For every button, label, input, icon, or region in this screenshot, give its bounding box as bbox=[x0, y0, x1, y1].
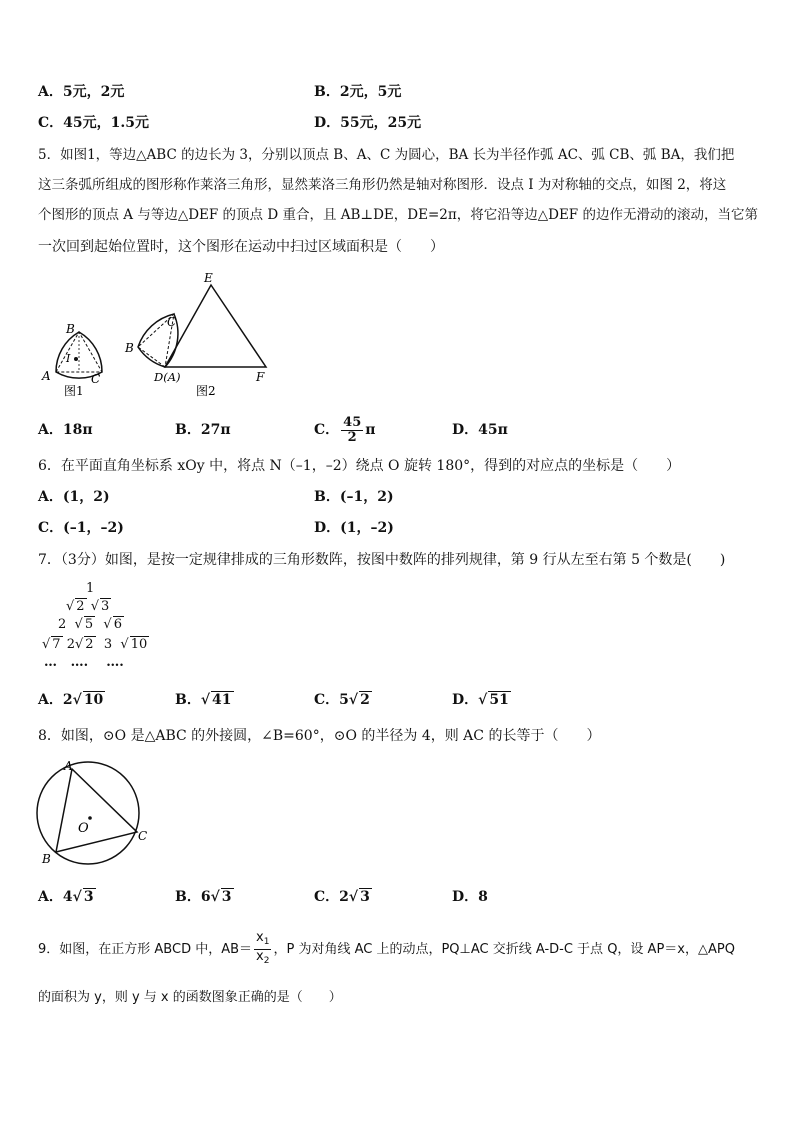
fig1-label-i: I bbox=[66, 352, 71, 365]
q4-option-a: A．5元，2元 bbox=[38, 84, 125, 100]
triangle-row2: √ 2 √ 3 bbox=[66, 599, 110, 614]
triangle-row3: 2 √ 5 √ 6 bbox=[58, 617, 122, 632]
radicand: 10 bbox=[83, 692, 104, 708]
q5-figure bbox=[36, 268, 276, 403]
q9-stem bbox=[38, 930, 735, 970]
option-prefix: B． bbox=[175, 692, 201, 708]
q5-stem-line3: 个图形的顶点 A 与等边△DEF 的顶点 D 重合，且 AB⊥DE，DE=2π，将它沿等边△DEF 的边作无滑动的滚动，当它第 bbox=[38, 207, 758, 223]
q6-option-a: A．(1，2) bbox=[38, 489, 110, 505]
option-prefix: A．4 bbox=[38, 889, 73, 905]
denominator-subscript: 2 bbox=[263, 956, 270, 966]
q5-option-c-suffix: π bbox=[365, 422, 376, 438]
radicand: 41 bbox=[212, 692, 232, 708]
radicand: 6 bbox=[113, 617, 122, 632]
q8-label-b: B bbox=[42, 852, 51, 866]
radicand: 2 bbox=[85, 637, 94, 652]
fig2-label-b: B bbox=[125, 341, 134, 355]
q7-number-triangle bbox=[40, 580, 160, 672]
q8-label-a: A bbox=[64, 759, 73, 773]
option-prefix: B．6 bbox=[175, 889, 211, 905]
radicand: 3 bbox=[83, 889, 94, 905]
q4-option-b: B．2元，5元 bbox=[314, 84, 402, 100]
q9-stem-part1: 9．如图，在正方形 ABCD 中，AB＝ bbox=[38, 942, 253, 957]
dots: … bbox=[44, 655, 57, 670]
denominator-variable: x bbox=[256, 949, 264, 964]
q5-option-d: D．45π bbox=[452, 422, 508, 438]
q7-option-d: D．√ 51 bbox=[452, 692, 509, 708]
q7-stem: 7．（3分）如图，是按一定规律排成的三角形数阵，按图中数阵的排列规律，第 9 行从左至右第 5 个数是( ) bbox=[38, 552, 726, 568]
triangle-row4: √ 7 2√ 2 3 √ 10 bbox=[42, 637, 148, 652]
q9-stem-part2: ，P 为对角线 AC 上的动点，PQ⊥AC 交折线 A-D-C 于点 Q，设 AP＝x，△APQ bbox=[273, 942, 735, 957]
radicand: 3 bbox=[360, 889, 370, 905]
q5-option-c-fraction bbox=[341, 416, 363, 445]
q5-stem-line4: 一次回到起始位置时，这个图形在运动中扫过区域面积是（ ） bbox=[38, 239, 444, 255]
q5-figure1 bbox=[41, 322, 102, 398]
radicand: 2 bbox=[360, 692, 370, 708]
q4-option-d: D．55元，25元 bbox=[314, 115, 422, 131]
q8-option-a: A．4√ 3 bbox=[38, 889, 94, 905]
fig1-label-a: A bbox=[42, 369, 51, 383]
fig2-label-c: C bbox=[167, 315, 177, 329]
q7-option-c: C．5√ 2 bbox=[314, 692, 370, 708]
fraction-denominator bbox=[254, 950, 271, 968]
fig1-caption: 图1 bbox=[64, 384, 84, 398]
radicand: 7 bbox=[52, 637, 61, 652]
radicand: 5 bbox=[84, 617, 94, 632]
q8-label-o: O bbox=[78, 821, 89, 836]
number: 2 bbox=[66, 637, 75, 652]
q5-option-a: A．18π bbox=[38, 422, 93, 438]
fig1-label-c: C bbox=[91, 372, 101, 386]
q6-stem: 6．在平面直角坐标系 xOy 中，将点 N（–1，–2）绕点 O 旋转 180°，得到的对应点的坐标是（ ） bbox=[38, 458, 681, 474]
option-prefix: C．5 bbox=[314, 692, 349, 708]
option-prefix: D． bbox=[452, 692, 479, 708]
fraction-numerator: 45 bbox=[343, 414, 362, 430]
numerator-variable: x bbox=[256, 930, 264, 945]
fraction-numerator bbox=[254, 931, 271, 950]
q8-option-b: B．6√ 3 bbox=[175, 889, 232, 905]
fig2-caption: 图2 bbox=[196, 384, 216, 398]
numerator-subscript: 1 bbox=[263, 937, 270, 947]
radicand: 51 bbox=[489, 692, 509, 708]
q9-stem-line2: 的面积为 y，则 y 与 x 的函数图象正确的是（ ） bbox=[38, 990, 342, 1005]
option-prefix: C．2 bbox=[314, 889, 349, 905]
q8-option-c: C．2√ 3 bbox=[314, 889, 370, 905]
q4-option-c: C．45元，1.5元 bbox=[38, 115, 149, 131]
q6-option-b: B．(–1，2) bbox=[314, 489, 394, 505]
number: 2 bbox=[58, 617, 67, 632]
radicand: 3 bbox=[221, 889, 232, 905]
radicand: 10 bbox=[130, 637, 148, 652]
radicand: 2 bbox=[76, 599, 85, 614]
q9-fraction bbox=[254, 931, 271, 968]
q8-option-d: D．8 bbox=[452, 889, 488, 905]
q5-figure2 bbox=[124, 271, 266, 398]
dots: …. bbox=[106, 655, 124, 670]
q7-option-a: A．2√ 10 bbox=[38, 692, 104, 708]
fraction-denominator: 2 bbox=[347, 429, 357, 445]
q5-option-b: B．27π bbox=[175, 422, 231, 438]
dots: …. bbox=[70, 655, 89, 670]
fig2-label-da: D(A) bbox=[154, 370, 181, 384]
number: 3 bbox=[103, 637, 113, 652]
q6-option-d: D．(1，–2) bbox=[314, 520, 394, 536]
radicand: 3 bbox=[101, 599, 110, 614]
q5-option-c-prefix: C． bbox=[314, 422, 340, 438]
fig2-label-e: E bbox=[204, 271, 213, 285]
q7-option-b: B．√ 41 bbox=[175, 692, 232, 708]
fig1-label-b: B bbox=[66, 322, 75, 336]
q5-stem-line1: 5．如图1，等边△ABC 的边长为 3，分别以顶点 B、A、C 为圆心，BA 长为半径作弧 AC、弧 CB、弧 BA，我们把 bbox=[38, 147, 735, 163]
q8-circle-figure bbox=[34, 756, 156, 868]
q6-option-c: C．(–1，–2) bbox=[38, 520, 124, 536]
option-prefix: A．2 bbox=[38, 692, 73, 708]
q5-stem-line2: 这三条弧所组成的图形称作莱洛三角形，显然莱洛三角形仍然是轴对称图形．设点 I 为对称轴的交点，如图 2，将这 bbox=[38, 177, 727, 193]
q8-stem: 8．如图，⊙O 是△ABC 的外接圆，∠B=60°，⊙O 的半径为 4，则 AC 的长等于（ ） bbox=[38, 728, 601, 744]
q5-option-c bbox=[314, 410, 376, 450]
fig2-label-f: F bbox=[256, 370, 265, 384]
triangle-dots bbox=[44, 654, 124, 672]
q8-label-c: C bbox=[138, 829, 148, 843]
triangle-row1: 1 bbox=[86, 581, 95, 596]
